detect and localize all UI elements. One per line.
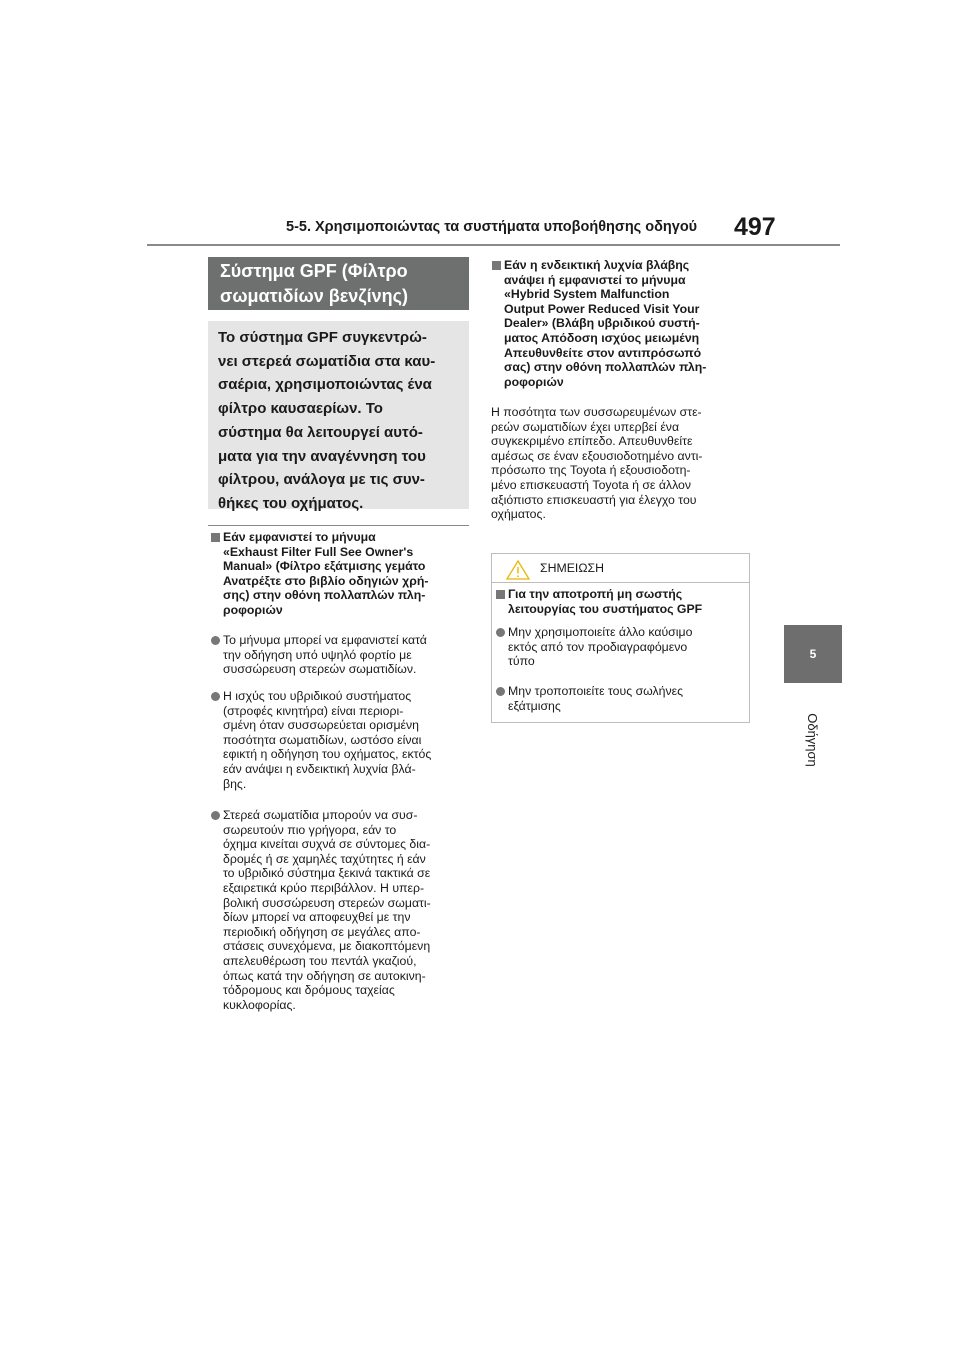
section-title: Σύστημα GPF (Φίλτρο σωματιδίων βενζίνης) [208,257,469,310]
body-paragraph: Η ποσότητα των συσσωρευμένων στε- ρεών σωματιδίων έχει υπερβεί ένα συγκεκριμένο επίπεδο. Απευθυνθείτε αμέσως σε έναν εξουσιοδοτημένο αντι- πρόσωπο της Toyota ή εξουσιοδοτη- μένο επισκευαστή Toyota ή σε άλλον αξιόπιστο επισκευαστή για έλεγχο του οχήματος. [491,405,703,522]
circle-bullet-icon [211,811,220,820]
warning-triangle-icon [505,559,531,581]
subheading-exhaust-filter-full: Εάν εμφανιστεί το μήνυμα «Exhaust Filter Full See Owner's Manual» (Φίλτρο εξάτμισης γεμάτο Ανατρέξτε στο βιβλίο οδηγιών χρή- σης) στην οθόνη πολλαπλών πλη- ροφοριών [211,530,473,618]
square-bullet-icon [211,533,220,542]
section-summary: Το σύστημα GPF συγκεντρώ- νει στερεά σωματίδια στα καυ- σαέρια, χρησιμοποιώντας ένα φίλτρο καυσαερίων. Το σύστημα θα λειτουργεί αυτό- ματα για την αναγέννηση του φίλτρου, ανάλογα με τις συν- θήκες του οχήματος. [208,321,469,509]
list-item: Μην χρησιμοποιείτε άλλο καύσιμο εκτός από τον προδιαγραφόμενο τύπο [496,625,746,669]
circle-bullet-icon [496,687,505,696]
notice-heading: Για την αποτροπή μη σωστής λειτουργίας του συστήματος GPF [496,587,746,616]
page-number: 497 [734,213,776,241]
circle-bullet-icon [211,692,220,701]
section-divider [208,525,469,526]
circle-bullet-icon [211,636,220,645]
chapter-label: Οδήγηση [805,713,821,767]
list-item: Στερεά σωματίδια μπορούν να συσ- σωρευτούν πιο γρήγορα, εάν το όχημα κινείται συχνά σε σύντομες δια- δρομές ή σε χαμηλές ταχύτητες ή εάν το υβριδικό σύστημα ξεκινά τακτικά σε εξαιρετικά κρύο περιβάλλον. Η υπερ- βολική συσσώρευση στερεών σωματι- δίων μπορεί να αποφευχθεί με την περιοδική οδήγηση σε μεγάλες απο- στάσεις συνεχόμενα, με διακοπτόμενη απελευθέρωση του πεντάλ γκαζιού, όπως κατά την οδήγηση σε αυτοκινη- τόδρομους και δρόμους ταχείας κυκλοφορίας. [211,808,473,1012]
header-divider [147,244,840,246]
square-bullet-icon [496,590,505,599]
list-item: Μην τροποποιείτε τους σωλήνες εξάτμισης [496,684,746,713]
notice-divider [491,582,750,583]
list-item: Η ισχύς του υβριδικού συστήματος (στροφές κινητήρα) είναι περιορι- σμένη όταν συσσωρεύεται ορισμένη ποσότητα σωματιδίων, ωστόσο είναι εφικτή η οδήγηση του οχήματος, εκτός εάν ανάψει η ενδεικτική λυχνία βλά- βης. [211,689,473,791]
square-bullet-icon [492,261,501,270]
running-header: 5-5. Χρησιμοποιώντας τα συστήματα υποβοήθησης οδηγού [286,219,698,235]
circle-bullet-icon [496,628,505,637]
subheading-hybrid-malfunction: Εάν η ενδεικτική λυχνία βλάβης ανάψει ή εμφανιστεί το μήνυμα «Hybrid System Malfunction Output Power Reduced Visit Your Dealer» (Βλάβη υβριδικού συστή- ματος Απόδοση ισχύος μειωμένη Απευθυνθείτε στον αντιπρόσωπό σας) στην οθόνη πολλαπλών πλη- ροφοριών [492,258,754,389]
list-item: Το μήνυμα μπορεί να εμφανιστεί κατά την οδήγηση υπό υψηλό φορτίο με συσσώρευση στερεών σωματιδίων. [211,633,473,677]
notice-title: ΣΗΜΕΙΩΣΗ [540,561,605,575]
chapter-tab: 5 [784,625,842,683]
